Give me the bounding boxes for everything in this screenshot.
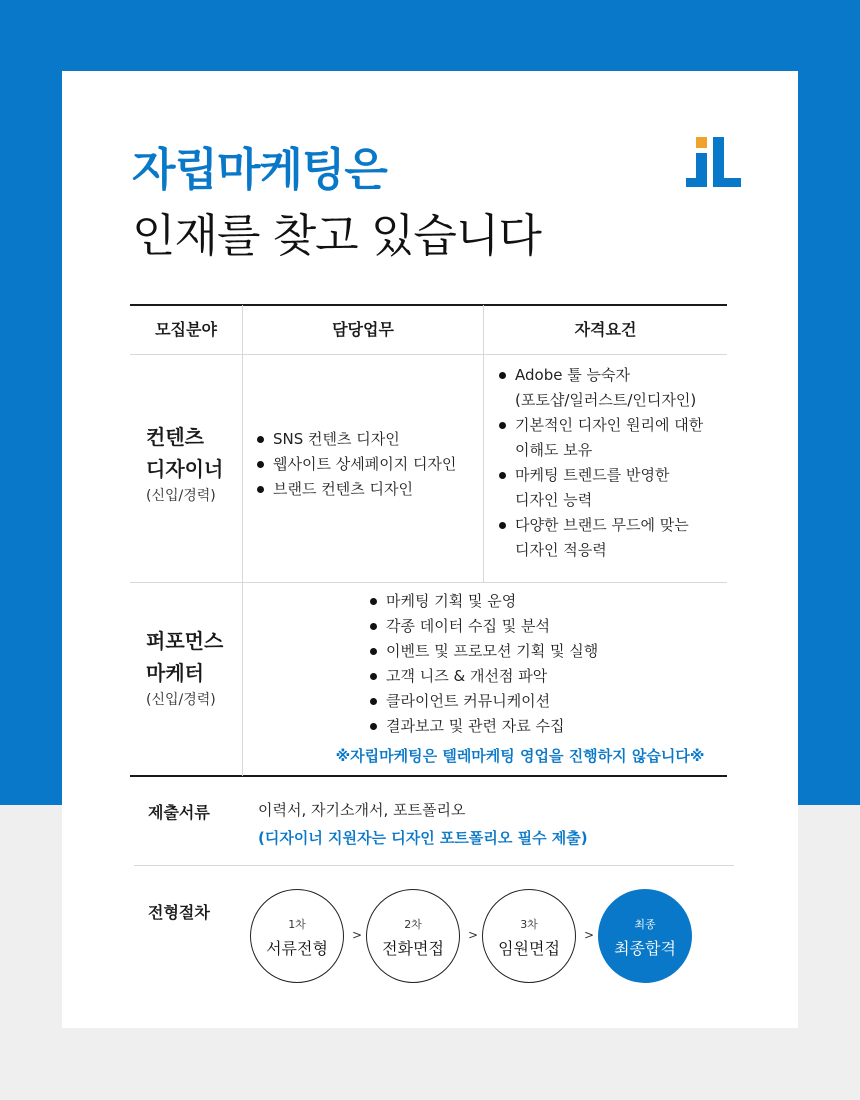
logo-i-foot <box>686 178 707 187</box>
list-item: 고객 니즈 & 개선점 파악 <box>368 664 598 689</box>
list-item: Adobe 툴 능숙자 (포토샵/일러스트/인디자인) <box>497 363 703 413</box>
marketer-duties-list <box>368 589 598 739</box>
step-number: 최종 <box>634 918 656 931</box>
step-name: 최종합격 <box>614 939 676 958</box>
documents-label: 제출서류 <box>148 803 210 822</box>
table-bottom-rule <box>130 775 727 777</box>
logo-i-dot <box>696 137 707 148</box>
process-label: 전형절차 <box>148 903 210 922</box>
telemarketing-notice: ※자립마케팅은 텔레마케팅 영업을 진행하지 않습니다※ <box>335 747 705 765</box>
list-item: 마케팅 기획 및 운영 <box>368 589 598 614</box>
table-row-divider <box>130 582 727 583</box>
header-requirements: 자격요건 <box>574 320 637 339</box>
step-name: 서류전형 <box>266 939 328 958</box>
documents-note: (디자이너 지원자는 디자인 포트폴리오 필수 제출) <box>258 829 588 847</box>
step-number: 1차 <box>288 918 306 931</box>
designer-duties-list <box>255 427 456 502</box>
list-item: 브랜드 컨텐츠 디자인 <box>255 477 456 502</box>
role-title: 컨텐츠 <box>146 425 204 449</box>
list-item: SNS 컨텐츠 디자인 <box>255 427 456 452</box>
documents-text: 이력서, 자기소개서, 포트폴리오 <box>258 801 466 819</box>
header-field: 모집분야 <box>155 320 217 339</box>
company-logo <box>686 137 742 189</box>
list-item: 클라이언트 커뮤니케이션 <box>368 689 598 714</box>
list-item: 결과보고 및 관련 자료 수집 <box>368 714 598 739</box>
step-name: 전화면접 <box>382 939 444 958</box>
designer-requirements-list <box>497 363 703 563</box>
process-step-3 <box>482 889 576 983</box>
role-title: 디자이너 <box>146 457 224 481</box>
role-title: 퍼포먼스 <box>146 629 224 653</box>
headline-message: 인재를 찾고 있습니다 <box>132 209 541 262</box>
step-arrow: > <box>352 928 363 942</box>
list-item: 마케팅 트렌드를 반영한 디자인 능력 <box>497 463 703 513</box>
list-item: 다양한 브랜드 무드에 맞는 디자인 적응력 <box>497 513 703 563</box>
role-title: 마케터 <box>146 661 204 685</box>
headline-company: 자립마케팅은 <box>132 143 387 196</box>
role-designer <box>146 421 223 507</box>
list-item: 이벤트 및 프로모션 기획 및 실행 <box>368 639 598 664</box>
table-col-divider-1 <box>242 305 243 776</box>
step-name: 임원면접 <box>498 939 560 958</box>
step-arrow: > <box>584 928 595 942</box>
process-step-2 <box>366 889 460 983</box>
process-step-1 <box>250 889 344 983</box>
section-divider <box>134 865 734 866</box>
list-item: 웹사이트 상세페이지 디자인 <box>255 452 456 477</box>
list-item: 각종 데이터 수집 및 분석 <box>368 614 598 639</box>
step-number: 3차 <box>520 918 538 931</box>
step-arrow: > <box>468 928 479 942</box>
recruitment-card <box>62 71 798 1028</box>
step-number: 2차 <box>404 918 422 931</box>
role-marketer <box>146 625 223 711</box>
process-step-final <box>598 889 692 983</box>
logo-l-foot <box>713 178 741 187</box>
list-item: 기본적인 디자인 원리에 대한 이해도 보유 <box>497 413 703 463</box>
role-type: (신입/경력) <box>146 692 216 708</box>
header-duties: 담당업무 <box>332 320 394 339</box>
role-type: (신입/경력) <box>146 488 216 504</box>
